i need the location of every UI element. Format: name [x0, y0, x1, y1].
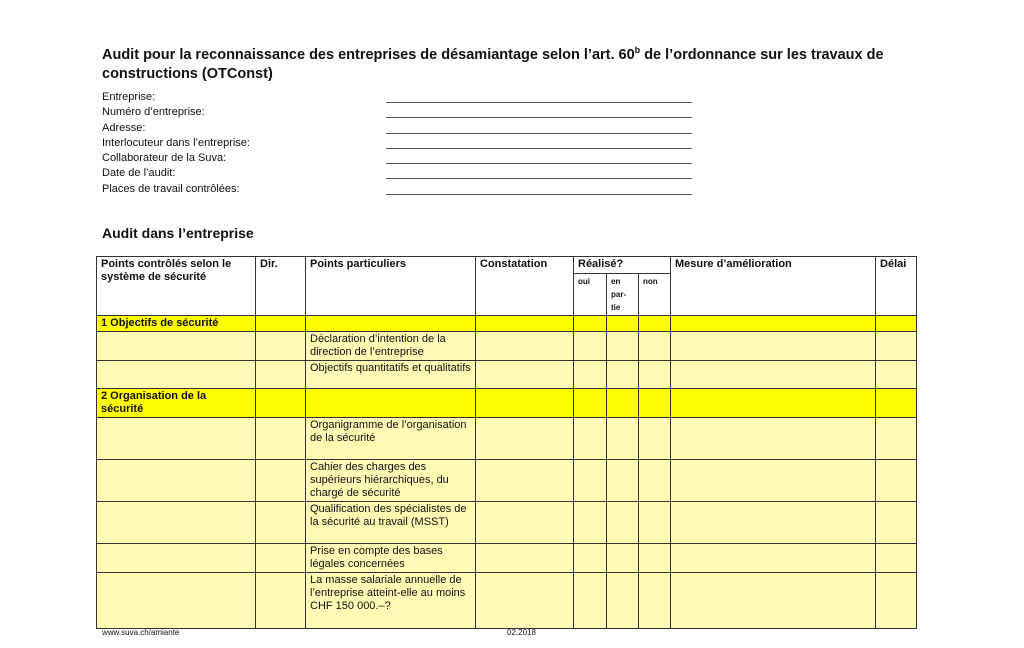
- header-realise: Réalisé?: [574, 257, 671, 274]
- section-title: 1 Objectifs de sécurité: [97, 316, 256, 332]
- mesure-cell[interactable]: [671, 502, 876, 544]
- non-cell[interactable]: [639, 361, 671, 389]
- oui-cell[interactable]: [574, 460, 607, 502]
- field-label: Collaborateur de la Suva:: [102, 152, 227, 165]
- fill-in-line[interactable]: [386, 133, 692, 134]
- field-numero-entreprise: [102, 105, 702, 120]
- field-entreprise: [102, 90, 702, 105]
- field-adresse: [102, 121, 702, 136]
- mesure-cell[interactable]: [671, 361, 876, 389]
- en-partie-cell[interactable]: [607, 502, 639, 544]
- mesure-cell[interactable]: [671, 418, 876, 460]
- delai-cell[interactable]: [876, 460, 917, 502]
- footer-url: www.suva.ch/amiante: [102, 628, 180, 637]
- field-date-audit: [102, 166, 702, 181]
- oui-cell[interactable]: [574, 361, 607, 389]
- point-particulier: La masse salariale annuelle de l’entreprise atteint-elle au moins CHF 150 000.–?: [306, 573, 476, 629]
- point-particulier: Qualification des spécialistes de la sécurité au travail (MSST): [306, 502, 476, 544]
- field-interlocuteur: [102, 136, 702, 151]
- header-points-controles: Points contrôlés selon le système de sécurité: [97, 257, 256, 316]
- header-delai: Délai: [876, 257, 917, 316]
- company-info-fields: [102, 90, 702, 197]
- section-row: [97, 316, 917, 332]
- field-label: Places de travail contrôlées:: [102, 182, 240, 195]
- constatation-cell[interactable]: [476, 502, 574, 544]
- point-particulier: Objectifs quantitatifs et qualitatifs: [306, 361, 476, 389]
- field-label: Date de l’audit:: [102, 167, 176, 180]
- field-label: Interlocuteur dans l’entreprise:: [102, 136, 250, 149]
- table-row: [97, 502, 917, 544]
- table-header-row: [97, 257, 917, 274]
- oui-cell[interactable]: [574, 332, 607, 361]
- delai-cell[interactable]: [876, 361, 917, 389]
- header-dir: Dir.: [256, 257, 306, 316]
- mesure-cell[interactable]: [671, 460, 876, 502]
- non-cell[interactable]: [639, 573, 671, 629]
- point-particulier: Organigramme de l’organisation de la sécurité: [306, 418, 476, 460]
- header-oui: oui: [574, 274, 607, 316]
- mesure-cell[interactable]: [671, 573, 876, 629]
- oui-cell[interactable]: [574, 573, 607, 629]
- header-non: non: [639, 274, 671, 316]
- constatation-cell[interactable]: [476, 573, 574, 629]
- field-label: Adresse:: [102, 121, 146, 134]
- delai-cell[interactable]: [876, 418, 917, 460]
- document-title: [102, 41, 922, 84]
- field-collaborateur-suva: [102, 151, 702, 166]
- field-label: Entreprise:: [102, 91, 156, 103]
- title-superscript: b: [634, 45, 641, 55]
- non-cell[interactable]: [639, 460, 671, 502]
- table-row: [97, 573, 917, 629]
- title-text-continued: de l’ordonnance sur les travaux de constructions (OTConst): [102, 46, 884, 82]
- non-cell[interactable]: [639, 418, 671, 460]
- constatation-cell[interactable]: [476, 418, 574, 460]
- mesure-cell[interactable]: [671, 544, 876, 573]
- non-cell[interactable]: [639, 332, 671, 361]
- en-partie-cell[interactable]: [607, 332, 639, 361]
- constatation-cell[interactable]: [476, 332, 574, 361]
- non-cell[interactable]: [639, 544, 671, 573]
- fill-in-line[interactable]: [386, 178, 692, 179]
- oui-cell[interactable]: [574, 544, 607, 573]
- fill-in-line[interactable]: [386, 148, 692, 149]
- point-particulier: Déclaration d’intention de la direction de l’entreprise: [306, 332, 476, 361]
- en-partie-cell[interactable]: [607, 544, 639, 573]
- delai-cell[interactable]: [876, 573, 917, 629]
- table-row: [97, 361, 917, 389]
- header-points-particuliers: Points particuliers: [306, 257, 476, 316]
- mesure-cell[interactable]: [671, 332, 876, 361]
- title-text: Audit pour la reconnaissance des entreprises de désamiantage selon l’art. 60: [102, 46, 635, 63]
- section-row: [97, 389, 917, 418]
- en-partie-cell[interactable]: [607, 460, 639, 502]
- fill-in-line[interactable]: [386, 117, 692, 118]
- fill-in-line[interactable]: [386, 163, 692, 164]
- constatation-cell[interactable]: [476, 460, 574, 502]
- header-mesure: Mesure d’amélioration: [671, 257, 876, 316]
- fill-in-line[interactable]: [386, 194, 692, 195]
- point-particulier: Prise en compte des bases légales concernées: [306, 544, 476, 573]
- header-en-partie: en par-tie: [607, 274, 639, 316]
- table-row: [97, 418, 917, 460]
- delai-cell[interactable]: [876, 544, 917, 573]
- header-constatation: Constatation: [476, 257, 574, 316]
- table-row: [97, 332, 917, 361]
- oui-cell[interactable]: [574, 418, 607, 460]
- fill-in-line[interactable]: [386, 102, 692, 103]
- en-partie-cell[interactable]: [607, 573, 639, 629]
- table-row: [97, 544, 917, 573]
- section-heading: Audit dans l’entreprise: [102, 225, 254, 241]
- field-places-travail: [102, 182, 702, 197]
- en-partie-cell[interactable]: [607, 418, 639, 460]
- constatation-cell[interactable]: [476, 361, 574, 389]
- field-label: Numéro d’entreprise:: [102, 106, 205, 119]
- footer-date: 02.2018: [507, 628, 536, 637]
- non-cell[interactable]: [639, 502, 671, 544]
- oui-cell[interactable]: [574, 502, 607, 544]
- section-title: 2 Organisation de la sécurité: [97, 389, 256, 418]
- audit-table: [96, 256, 917, 629]
- point-particulier: Cahier des charges des supérieurs hiérarchiques, du chargé de sécurité: [306, 460, 476, 502]
- delai-cell[interactable]: [876, 502, 917, 544]
- table-row: [97, 460, 917, 502]
- en-partie-cell[interactable]: [607, 361, 639, 389]
- constatation-cell[interactable]: [476, 544, 574, 573]
- delai-cell[interactable]: [876, 332, 917, 361]
